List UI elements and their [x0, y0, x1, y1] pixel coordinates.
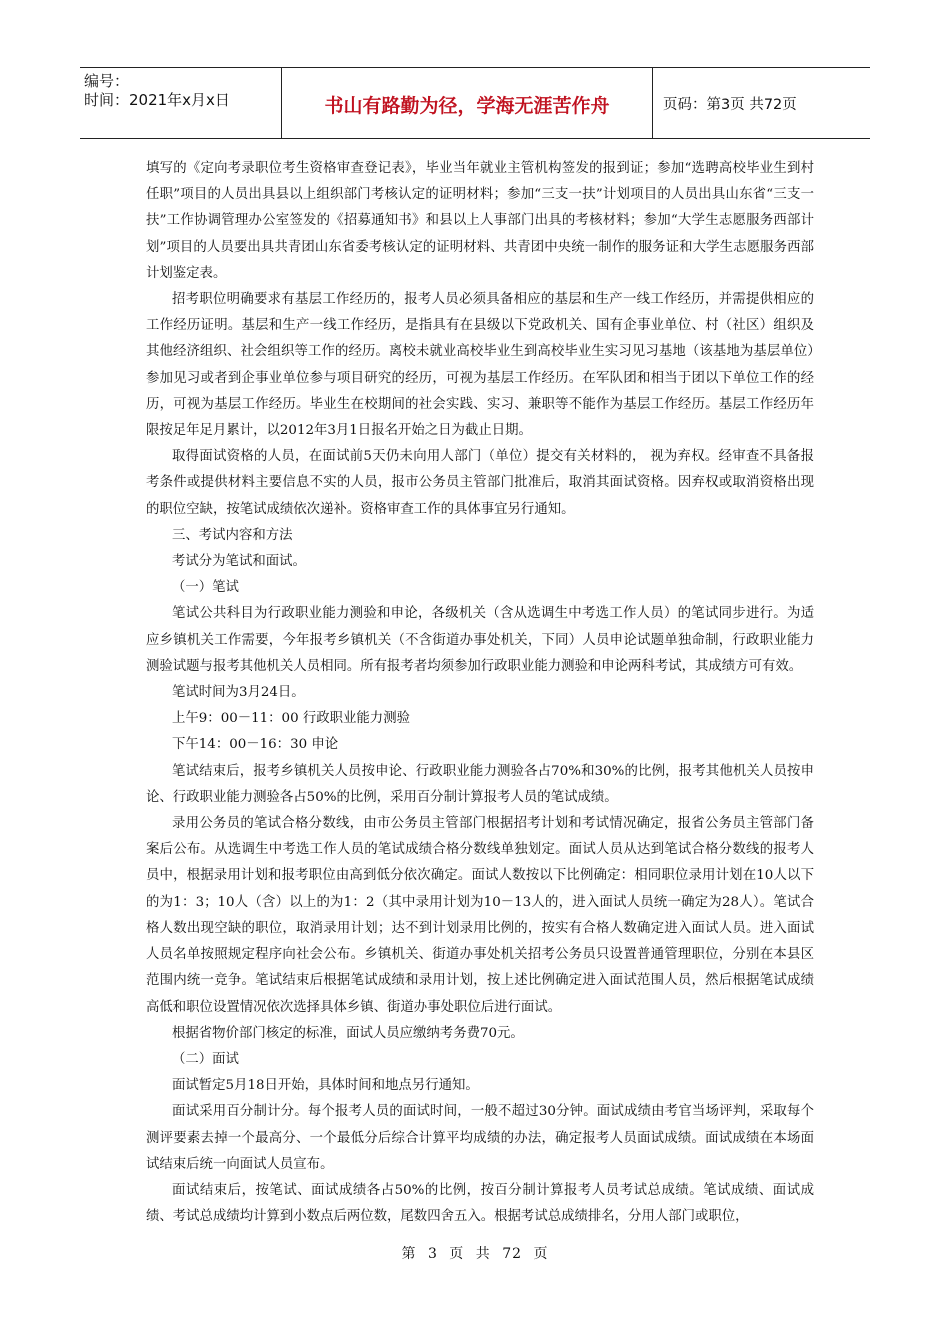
paragraph: 笔试公共科目为行政职业能力测验和申论，各级机关（含从选调生中考选工作人员）的笔试同步进行。为适应乡镇机关工作需要，今年报考乡镇机关（不含街道办事处机关，下同）人员申论试题单独命制，行政职业能力测验试题与报考其他机关人员相同。所有报考者均须参加行政职业能力测验和申论两科考试，其成绩方可有效。: [146, 606, 814, 674]
paragraph: （二）面试: [172, 1051, 239, 1067]
header-meta: [80, 68, 282, 138]
paragraph: 笔试时间为3月24日。: [172, 685, 305, 701]
paragraph: 笔试结束后，报考乡镇机关人员按申论、行政职业能力测验各占70%和30%的比例，报考其他机关人员按申论、行政职业能力测验各占50%的比例，采用百分制计算报考人员的笔试成绩。: [146, 763, 814, 805]
document-body: [146, 156, 814, 1230]
paragraph: 招考职位明确要求有基层工作经历的，报考人员必须具备相应的基层和生产一线工作经历，并需提供相应的工作经历证明。基层和生产一线工作经历，是指具有在县级以下党政机关、国有企事业单位、村（社区）组织及其他经济组织、社会组织等工作的经历。离校未就业高校毕业生到高校毕业生实习见习基地（该基地为基层单位）参加见习或者到企事业单位参与项目研究的经历，可视为基层工作经历。在军队团和相当于团以下单位工作的经历，可视为基层工作经历。毕业生在校期间的社会实践、实习、兼职等不能作为基层工作经历。基层工作经历年限按足年足月累计，以2012年3月1日报名开始之日为截止日期。: [146, 292, 814, 439]
paragraph: 面试结束后，按笔试、面试成绩各占50%的比例，按百分制计算报考人员考试总成绩。笔试成绩、面试成绩、考试总成绩均计算到小数点后两位数，尾数四舍五入。根据考试总成绩排名，分用人部门或职位，: [146, 1182, 814, 1225]
paragraph: 三、考试内容和方法: [172, 527, 293, 543]
header-page-info: 页码：第3页 共72页: [663, 96, 797, 113]
paragraph: 上午9：00－11：00 行政职业能力测验: [172, 711, 410, 727]
header-table: [80, 67, 870, 139]
paragraph: 取得面试资格的人员，在面试前5天仍未向用人部门（单位）提交有关材料的， 视为弃权。经审查不具备报考条件或提供材料主要信息不实的人员，报市公务员主管部门批准后，取消其面试资格。因弃权或取消资格出现的职位空缺，按笔试成绩依次递补。资格审查工作的具体事宜另行通知。: [146, 449, 814, 517]
paragraph: 面试采用百分制计分。每个报考人员的面试时间，一般不超过30分钟。面试成绩由考官当场评判，采取每个测评要素去掉一个最高分、一个最低分后综合计算平均成绩的办法，确定报考人员面试成绩。面试成绩在本场面试结束后统一向面试人员宣布。: [146, 1104, 814, 1172]
paragraph: 考试分为笔试和面试。: [172, 554, 306, 570]
paragraph: （一）笔试: [172, 580, 239, 596]
paragraph: 面试暂定5月18日开始，具体时间和地点另行通知。: [172, 1078, 479, 1094]
time-label: 时间：2021年x月x日: [84, 91, 230, 109]
page-footer: 第 3 页 共 72 页: [401, 1246, 549, 1262]
paragraph: 下午14：00－16：30 申论: [172, 737, 339, 753]
paragraph: 录用公务员的笔试合格分数线，由市公务员主管部门根据招考计划和考试情况确定，报省公务员主管部门备案后公布。从选调生中考选工作人员的笔试成绩合格分数线单独划定。面试人员从达到笔试合格分数线的报考人员中，根据录用计划和报考职位由高到低分依次确定。面试人数按以下比例确定：相同职位录用计划在10人以下的为1：3；10人（含）以上的为1：2（其中录用计划为10－13人的，进入面试人员统一确定为28人）。笔试合格人数出现空缺的职位，取消录用计划；达不到计划录用比例的，按实有合格人数确定进入面试人员。进入面试人员名单按照规定程序向社会公布。乡镇机关、街道办事处机关招考公务员只设置普通管理职位，分别在本县区范围内统一竞争。笔试结束后根据笔试成绩和录用计划，按上述比例确定进入面试范围人员，然后根据笔试成绩高低和职位设置情况依次选择具体乡镇、街道办事处职位后进行面试。: [146, 816, 814, 1015]
serial-label: 编号：: [84, 72, 130, 90]
paragraph: 填写的《定向考录职位考生资格审查登记表》，毕业当年就业主管机构签发的报到证；参加“选聘高校毕业生到村任职”项目的人员出具县以上组织部门考核认定的证明材料；参加“三支一扶”计划项目的人员出具山东省“三支一扶”工作协调管理办公室签发的《招募通知书》和县以上人事部门出具的考核材料；参加“大学生志愿服务西部计划”项目的人员要出具共青团山东省委考核认定的证明材料、共青团中央统一制作的服务证和大学生志愿服务西部计划鉴定表。: [146, 161, 814, 281]
paragraph: 根据省物价部门核定的标准，面试人员应缴纳考务费70元。: [172, 1025, 524, 1041]
header-motto: 书山有路勤为径，学海无涯苦作舟: [282, 68, 653, 138]
